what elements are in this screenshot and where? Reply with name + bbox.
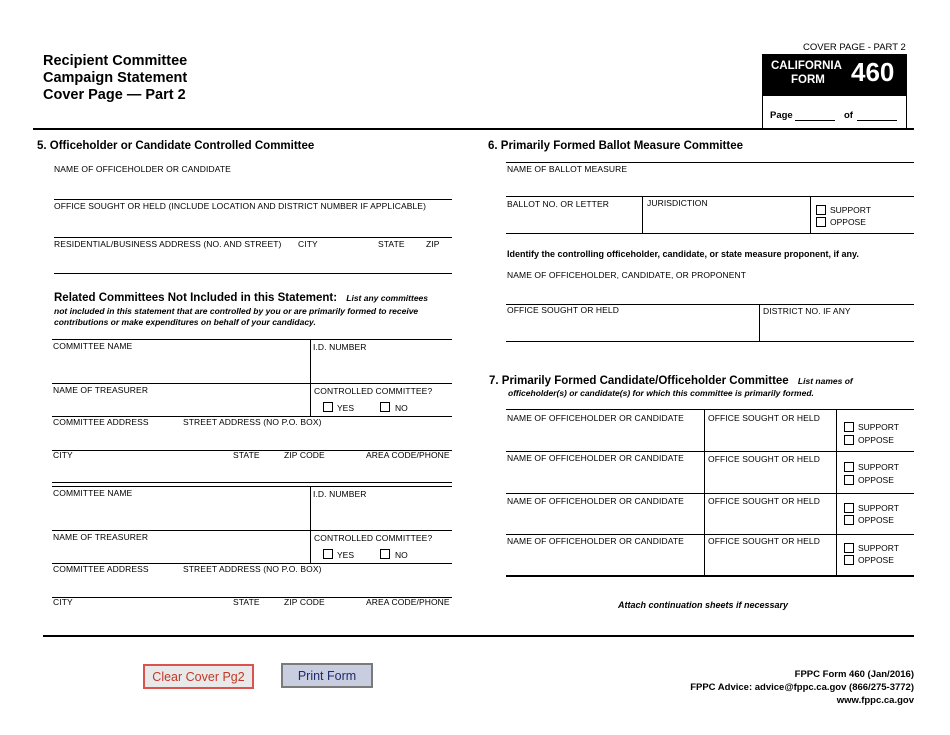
row1-name-label: NAME OF OFFICEHOLDER OR CANDIDATE (507, 413, 684, 423)
print-form-button[interactable]: Print Form (281, 663, 373, 688)
section7-heading (489, 375, 853, 387)
row3-name-label: NAME OF OFFICEHOLDER OR CANDIDATE (507, 496, 684, 506)
title-line-2: Campaign Statement (43, 70, 188, 86)
row4-oppose-checkbox[interactable] (844, 555, 854, 565)
block2-yes-label: YES (337, 550, 355, 560)
page-total-field[interactable] (857, 120, 897, 121)
block1-state-label: STATE (233, 450, 260, 460)
block1-committee-address-label: COMMITTEE ADDRESS (53, 417, 149, 427)
block1-yes-label: YES (337, 403, 355, 413)
block1-id-field[interactable] (310, 383, 452, 384)
ballot-no-field[interactable] (506, 233, 914, 234)
section5-heading: 5. Officeholder or Candidate Controlled Committee (37, 140, 315, 152)
section7-heading-text: 7. Primarily Formed Candidate/Officeholder Committee (489, 375, 789, 387)
block1-no-label: NO (395, 403, 408, 413)
block2-phone-label: AREA CODE/PHONE (366, 597, 450, 607)
attach-note: Attach continuation sheets if necessary (618, 600, 789, 610)
row4-support-checkbox[interactable] (844, 543, 854, 553)
row2-support-checkbox[interactable] (844, 462, 854, 472)
row2-name-label: NAME OF OFFICEHOLDER OR CANDIDATE (507, 453, 684, 463)
block2-yes-checkbox[interactable] (323, 549, 333, 559)
candidate-table-col2 (836, 409, 837, 575)
committee-block-2 (52, 486, 452, 625)
residential-address-label: RESIDENTIAL/BUSINESS ADDRESS (NO. AND STREET) (54, 239, 282, 249)
jurisdiction-divider (810, 196, 811, 233)
row1-oppose-label: OPPOSE (858, 435, 894, 445)
block1-id-number-label: I.D. NUMBER (313, 342, 367, 352)
row2-oppose-checkbox[interactable] (844, 475, 854, 485)
block1-committee-name-label: COMMITTEE NAME (53, 341, 133, 351)
row4-oppose-label: OPPOSE (858, 555, 894, 565)
block1-yes-checkbox[interactable] (323, 402, 333, 412)
block2-no-checkbox[interactable] (380, 549, 390, 559)
candidate-name-label: NAME OF OFFICEHOLDER OR CANDIDATE (54, 164, 231, 174)
ballot-measure-label: NAME OF BALLOT MEASURE (507, 164, 628, 174)
form-version: FPPC Form 460 (Jan/2016) (794, 669, 914, 680)
form-title (43, 53, 187, 104)
related-note-3: contributions or make expenditures on behalf of your candidacy. (54, 317, 316, 327)
jurisdiction-label: JURISDICTION (647, 198, 708, 208)
fppc-advice: FPPC Advice: advice@fppc.ca.gov (866/275-3772) (690, 682, 914, 693)
block2-zip-label: ZIP CODE (284, 597, 325, 607)
block2-committee-address-label: COMMITTEE ADDRESS (53, 564, 149, 574)
office-sought-field[interactable] (54, 237, 452, 238)
block2-controlled-label: CONTROLLED COMMITTEE? (314, 533, 433, 543)
block1-city-label: CITY (53, 450, 73, 460)
committee-block-1 (52, 339, 452, 478)
candidate-name-field[interactable] (54, 199, 452, 200)
residential-address-field[interactable] (54, 273, 452, 274)
row2-support-label: SUPPORT (858, 462, 899, 472)
block2-top-rule (52, 486, 452, 487)
block1-no-checkbox[interactable] (380, 402, 390, 412)
row4-field[interactable] (506, 575, 914, 577)
identify-note: Identify the controlling officeholder, candidate, or state measure proponent, if any. (507, 249, 859, 259)
block2-id-field[interactable] (310, 530, 452, 531)
row1-field[interactable] (506, 451, 914, 452)
residential-city-label: CITY (298, 239, 318, 249)
block1-treasurer-label: NAME OF TREASURER (53, 385, 149, 395)
row3-office-label: OFFICE SOUGHT OR HELD (708, 496, 820, 506)
row3-support-checkbox[interactable] (844, 503, 854, 513)
row3-field[interactable] (506, 534, 914, 535)
block1-controlled-label: CONTROLLED COMMITTEE? (314, 386, 433, 396)
ballot-no-divider (642, 196, 643, 233)
row4-name-label: NAME OF OFFICEHOLDER OR CANDIDATE (507, 536, 684, 546)
block2-id-number-label: I.D. NUMBER (313, 489, 367, 499)
block1-zip-label: ZIP CODE (284, 450, 325, 460)
ballot-support-label: SUPPORT (830, 205, 871, 215)
block1-name-field[interactable] (52, 383, 310, 384)
block2-street-address-label: STREET ADDRESS (NO P.O. BOX) (183, 564, 322, 574)
page-number-field[interactable] (795, 120, 835, 121)
ballot-oppose-checkbox[interactable] (816, 217, 826, 227)
block2-committee-name-label: COMMITTEE NAME (53, 488, 133, 498)
cover-page-label: COVER PAGE - PART 2 (803, 42, 906, 53)
candidate-table-col1 (704, 409, 705, 575)
form-number: 460 (851, 57, 895, 87)
fppc-website: www.fppc.ca.gov (836, 695, 914, 706)
candidate-table (506, 409, 914, 577)
row1-support-label: SUPPORT (858, 422, 899, 432)
related-committees-heading (54, 292, 428, 304)
block2-name-field[interactable] (52, 530, 310, 531)
ballot-no-label: BALLOT NO. OR LETTER (507, 199, 609, 209)
residential-zip-label: ZIP (426, 239, 440, 249)
related-heading-text: Related Committees Not Included in this Statement: (54, 292, 338, 304)
row1-office-label: OFFICE SOUGHT OR HELD (708, 413, 820, 423)
row3-oppose-checkbox[interactable] (844, 515, 854, 525)
form-number-box (762, 54, 907, 129)
row2-field[interactable] (506, 493, 914, 494)
title-line-1: Recipient Committee (43, 53, 188, 69)
clear-cover-button[interactable]: Clear Cover Pg2 (143, 664, 254, 689)
block2-state-label: STATE (233, 597, 260, 607)
row4-office-label: OFFICE SOUGHT OR HELD (708, 536, 820, 546)
block2-city-label: CITY (53, 597, 73, 607)
row4-support-label: SUPPORT (858, 543, 899, 553)
related-note-1: List any committees (346, 293, 429, 303)
section6-heading: 6. Primarily Formed Ballot Measure Committee (488, 140, 743, 152)
header-divider (33, 128, 914, 130)
of-label: of (844, 110, 853, 121)
related-note-2: not included in this statement that are controlled by you or are primarily formed to receive (54, 306, 419, 316)
block1-id-divider (310, 339, 311, 416)
district-divider (759, 304, 760, 341)
ballot-support-checkbox[interactable] (816, 205, 826, 215)
block2-treasurer-label: NAME OF TREASURER (53, 532, 149, 542)
candidate-table-top (506, 409, 914, 410)
section7-note-1: List names of (797, 376, 853, 386)
block1-top-rule (52, 339, 452, 340)
row3-support-label: SUPPORT (858, 503, 899, 513)
block1-phone-label: AREA CODE/PHONE (366, 450, 450, 460)
office-sought-label: OFFICE SOUGHT OR HELD (INCLUDE LOCATION AND DISTRICT NUMBER IF APPLICABLE) (54, 201, 427, 211)
district-label: DISTRICT NO. IF ANY (763, 306, 851, 316)
block2-no-label: NO (395, 550, 408, 560)
row1-support-checkbox[interactable] (844, 422, 854, 432)
proponent-office-label: OFFICE SOUGHT OR HELD (507, 305, 619, 315)
title-line-3: Cover Page — Part 2 (43, 87, 186, 103)
ballot-oppose-label: OPPOSE (830, 217, 866, 227)
section7-note-2: officeholder(s) or candidate(s) for which this committee is primarily formed. (508, 388, 814, 398)
row2-oppose-label: OPPOSE (858, 475, 894, 485)
block1-street-address-label: STREET ADDRESS (NO P.O. BOX) (183, 417, 322, 427)
california-label: CALIFORNIA (771, 60, 842, 72)
proponent-office-field[interactable] (506, 341, 914, 342)
row2-office-label: OFFICE SOUGHT OR HELD (708, 454, 820, 464)
ballot-measure-field[interactable] (506, 196, 914, 197)
block2-id-divider (310, 486, 311, 563)
page-label: Page (770, 110, 793, 121)
row1-oppose-checkbox[interactable] (844, 435, 854, 445)
form-label: FORM (791, 74, 825, 86)
row3-oppose-label: OPPOSE (858, 515, 894, 525)
footer-divider (43, 635, 914, 637)
block1-city-field[interactable] (52, 482, 452, 483)
proponent-label: NAME OF OFFICEHOLDER, CANDIDATE, OR PROPONENT (507, 270, 747, 280)
residential-state-label: STATE (378, 239, 405, 249)
ballot-measure-rule (506, 162, 914, 163)
